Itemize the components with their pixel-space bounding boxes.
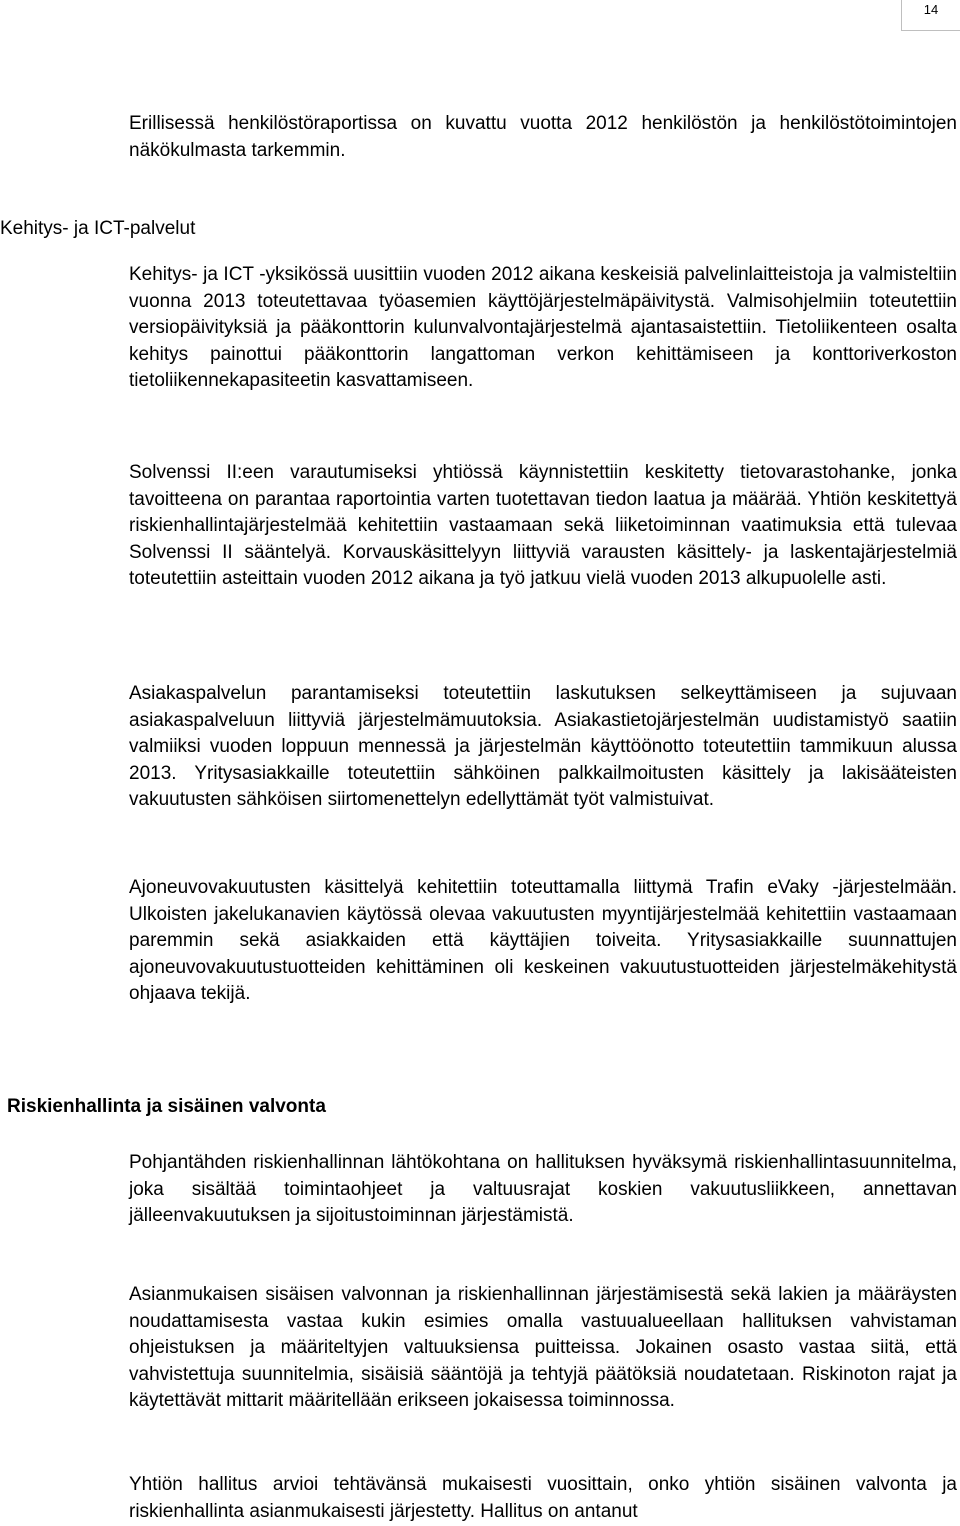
development-paragraph-1: Kehitys- ja ICT -yksikössä uusittiin vuoden 2012 aikana keskeisiä palvelinlaitteistoja ja valmisteltiin vuonna 2013 toteutettavaa työasemien käyttöjärjestelmäpäivitystä. Valmisohjelmiin toteutettiin versiopäivityksiä ja pääkonttorin kulunvalvontajärjestelmä ajantasaistettiin. Tietoliikenteen osalta kehitys painottui pääkonttorin langattoman verkon kehittämiseen ja konttoriverkoston tietoliikennekapasiteetin kasvattamiseen. xyxy=(129,264,957,391)
intro-paragraph: Erillisessä henkilöstöraportissa on kuvattu vuotta 2012 henkilöstön ja henkilöstötoimintojen näkökulmasta tarkemmin. xyxy=(129,113,957,161)
development-paragraph-3: Asiakaspalvelun parantamiseksi toteutettiin laskutuksen selkeyttämiseen ja sujuvaan asiakaspalveluun liittyviä järjestelmämuutoksia. Asiakastietojärjestelmän uudistamistyö saatiin valmiiksi vuoden loppuun mennessä ja järjestelmän käyttöönotto toteutettiin tammikuun alussa 2013. Yritysasiakkaille toteutettiin sähköinen palkkailmoitusten käsittely ja lakisääteisten vakuutusten sähköisen siirtomenettelyn edellyttämät työt valmistuivat. xyxy=(129,683,957,810)
section-heading-risk: Riskienhallinta ja sisäinen valvonta xyxy=(7,1096,326,1117)
risk-paragraph-3: Yhtiön hallitus arvioi tehtävänsä mukaisesti vuosittain, onko yhtiön sisäinen valvonta ja riskienhallinta asianmukaisesti järjestetty. Hallitus on antanut xyxy=(129,1474,957,1522)
page-number-box xyxy=(901,0,960,31)
risk-paragraph-1: Pohjantähden riskienhallinnan lähtökohtana on hallituksen hyväksymä riskienhallintasuunnitelma, joka sisältää toimintaohjeet ja valtuusrajat koskien vakuutusliikkeen, annettavan jälleenvakuutuksen ja sijoitustoiminnan järjestämistä. xyxy=(129,1152,957,1226)
development-paragraph-2: Solvenssi II:een varautumiseksi yhtiössä käynnistettiin keskitetty tietovarastohanke, jonka tavoitteena on parantaa raportointia varten tuotettavan tiedon laatua ja määrää. Yhtiön keskitettyä riskienhallintajärjestelmää kehitettiin vastaamaan sekä liiketoiminnan vaatimuksia että tulevaa Solvenssi II sääntelyä. Korvauskäsittelyyn liittyviä varausten käsittely- ja laskentajärjestelmiä toteutettiin asteittain vuoden 2012 aikana ja työ jatkuu vielä vuoden 2013 alkupuolelle asti. xyxy=(129,462,957,589)
page-number: 14 xyxy=(923,2,939,17)
development-paragraph-4: Ajoneuvovakuutusten käsittelyä kehitettiin toteuttamalla liittymä Trafin eVaky -järjestelmään. Ulkoisten jakelukanavien käytössä olevaa vakuutusten myyntijärjestelmää kehitettiin vastaamaan paremmin sekä asiakkaiden että käyttäjien toiveita. Yritysasiakkaille suunnattujen ajoneuvovakuutustuotteiden kehittäminen oli keskeinen vakuutustuotteiden järjestelmäkehitystä ohjaava tekijä. xyxy=(129,877,957,1004)
section-heading-development: Kehitys- ja ICT-palvelut xyxy=(0,218,196,239)
risk-paragraph-2: Asianmukaisen sisäisen valvonnan ja riskienhallinnan järjestämisestä sekä lakien ja määräysten noudattamisesta vastaa kukin esimies omalla vastuualueellaan hallituksen vahvistaman ohjeistuksen ja määriteltyjen valtuuksiensa puitteissa. Jokainen osasto vastaa siitä, että vahvistettuja suunnitelmia, sisäisiä sääntöjä ja tehtyjä päätöksiä noudatetaan. Riskinoton rajat ja käytettävät mittarit määritellään erikseen jokaisessa toiminnossa. xyxy=(129,1284,957,1411)
